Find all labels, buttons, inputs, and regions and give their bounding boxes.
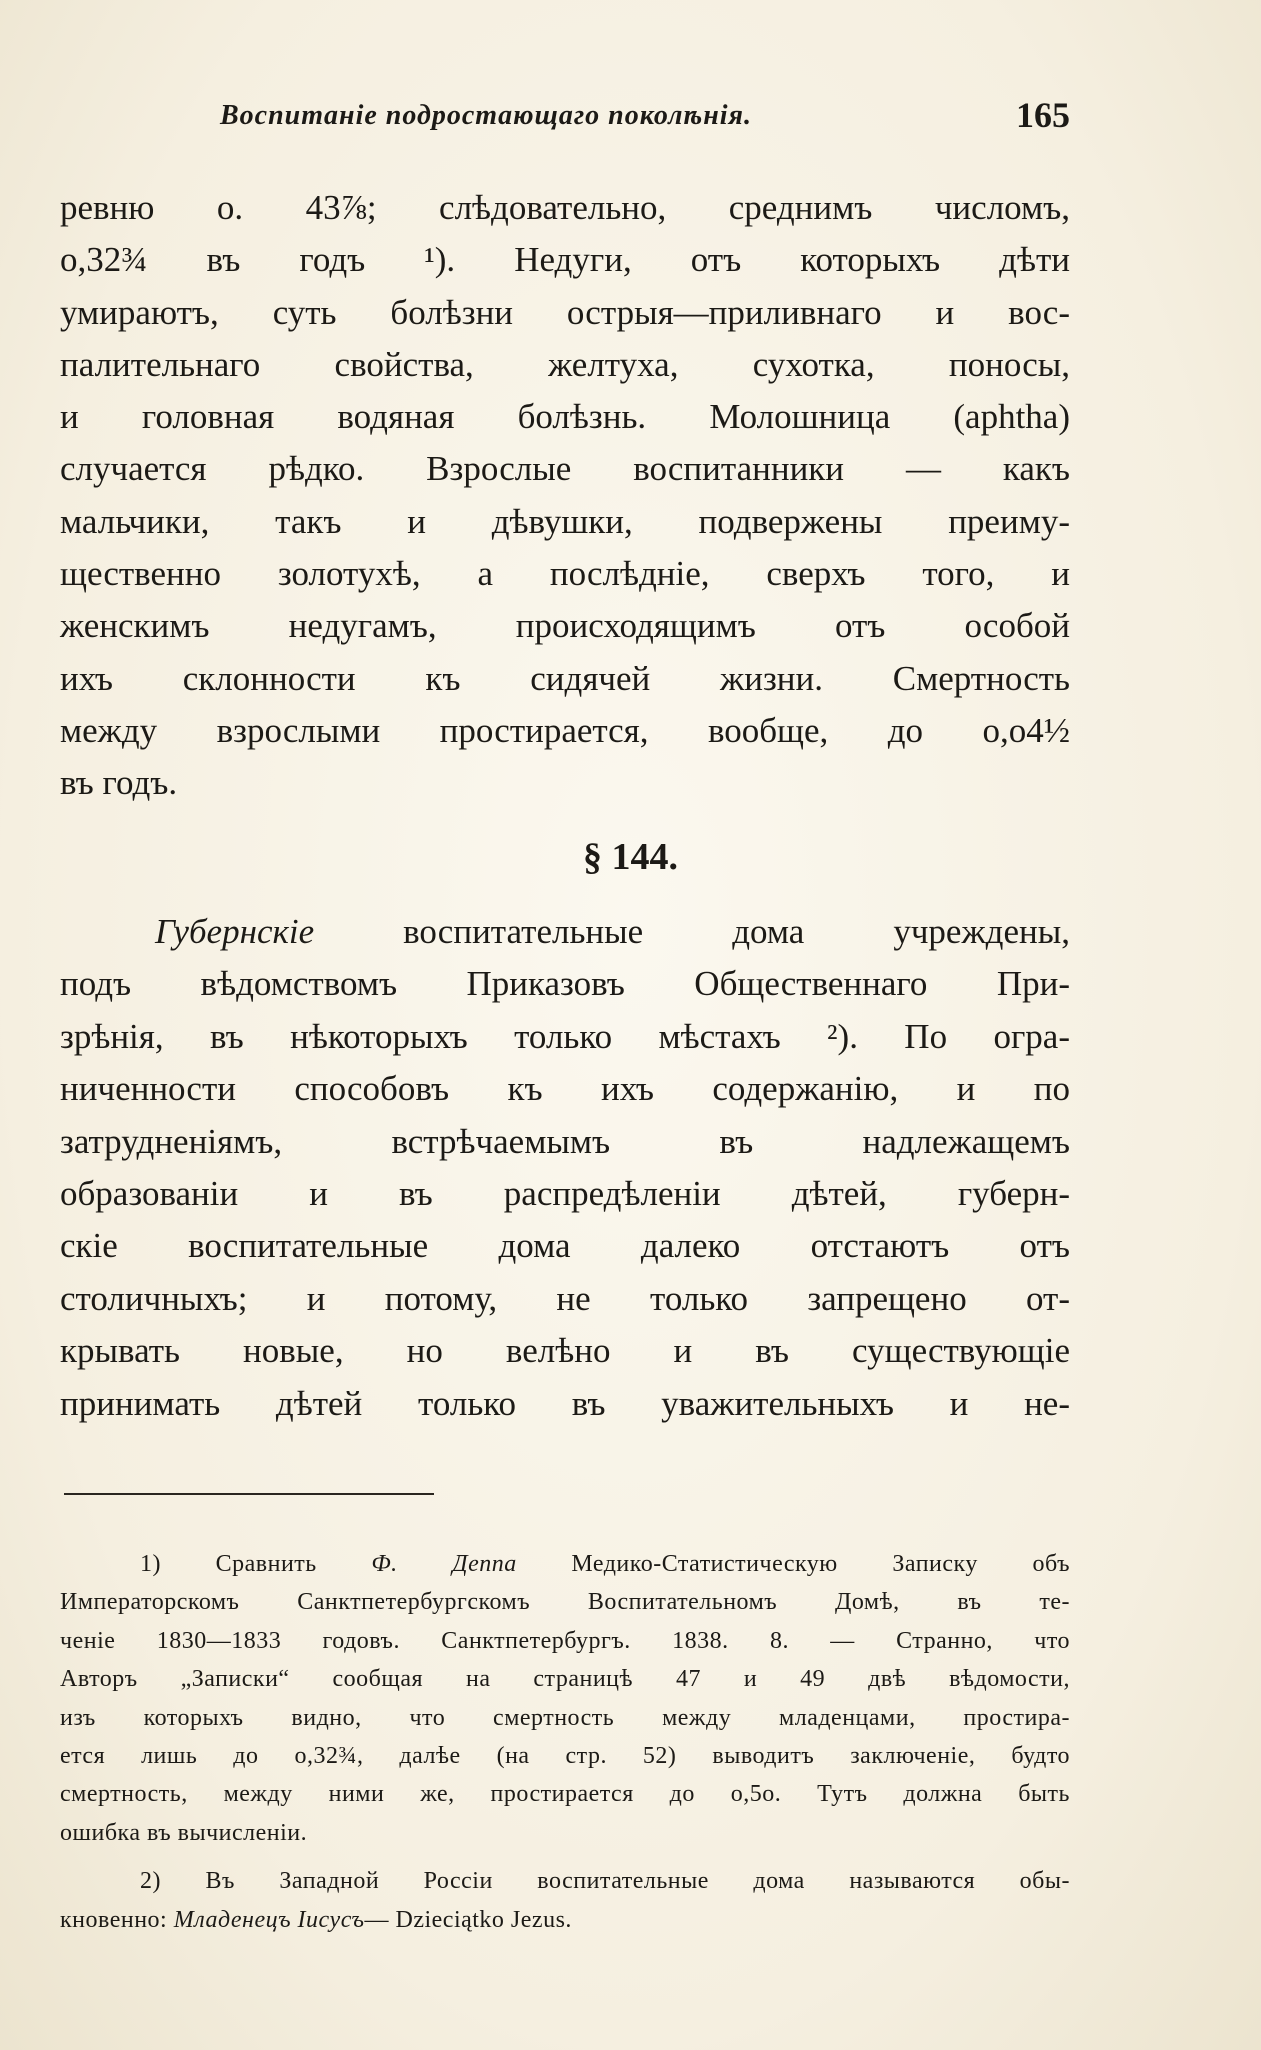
text-span: Медико-Статистическую Записку объ [571,1551,1071,1577]
text-line: между взрослыми простирается, вообще, до о,о4½ [60,710,1070,750]
text-line: умираютъ, суть болѣзни острыя—приливнаго и вос- [60,292,1070,332]
text-line: крывать новые, но велѣно и въ существующіе [60,1331,1070,1371]
page-number: 165 [1016,95,1070,135]
text-line: ихъ склонности къ сидячей жизни. Смертность [60,658,1070,698]
text-line: случается рѣдко. Взрослые воспитанники — какъ [60,449,1070,489]
text-line: мальчики, такъ и дѣвушки, подвержены преиму- [60,501,1070,541]
text-span: — Dzieciątko Jezus. [364,1906,572,1933]
footnote-line: Императорскомъ Санктпетербургскомъ Воспитательномъ Домѣ, въ те- [60,1589,1070,1616]
footnote-line: ется лишь до о,32¾, далѣе (на стр. 52) выводитъ заключеніе, будто [60,1742,1070,1769]
paragraph-1 [60,182,1070,810]
text-line: подъ вѣдомствомъ Приказовъ Общественнаго При- [60,964,1070,1004]
text-line: столичныхъ; и потому, не только запрещено от- [60,1278,1070,1318]
footnote-marker: 1) [140,1551,161,1577]
text-line: и головная водяная болѣзнь. Молошница (aphtha) [60,397,1070,437]
footnote-divider [64,1493,434,1495]
text-line: скіе воспитательные дома далеко отстаютъ отъ [60,1226,1070,1266]
running-title: Воспитаніе подростающаго поколѣнія. [220,100,752,131]
text-line: принимать дѣтей только въ уважительныхъ и не- [60,1383,1070,1423]
text-line: образованіи и въ распредѣленіи дѣтей, губерн- [60,1173,1070,1213]
text-span: Сравнить [215,1551,317,1577]
footnote-line: ошибка въ вычисленіи. [60,1819,308,1846]
footnote-2-second-line [60,1901,1070,1939]
footnote-line: изъ которыхъ видно, что смертность между младенцами, простира- [60,1704,1070,1731]
footnote-line: Авторъ „Записки“ сообщая на страницѣ 47 и 49 двѣ вѣдомости, [60,1666,1070,1693]
footnote-line: ченіе 1830—1833 годовъ. Санктпетербургъ. 1838. 8. — Странно, что [60,1627,1070,1654]
footnote-line: смертность, между ними же, простирается до о,5о. Тутъ должна быть [60,1781,1070,1808]
text-span: кновенно: [60,1906,168,1933]
text-line: ниченности способовъ къ ихъ содержанію, и по [60,1069,1070,1109]
page-header [220,95,1070,150]
footnote-gap [60,1852,1070,1862]
text-span: воспитательные дома учреждены, [403,912,1070,951]
section-heading: § 144. [583,836,678,878]
text-line: щественно золотухѣ, а послѣдніе, сверхъ того, и [60,554,1070,594]
text-line-first [60,906,1070,958]
text-line: палительнаго свойства, желтуха, сухотка, поносы, [60,344,1070,384]
footnote-1-first-line [60,1545,1070,1583]
footnotes [60,1545,1070,1939]
text-line: зрѣнія, въ нѣкоторыхъ только мѣстахъ ²). По огра- [60,1016,1070,1056]
text-line: въ годъ. [60,763,178,803]
paragraph-2 [60,906,1070,1430]
text-span: Въ Западной Россіи воспитательные дома называются обы- [205,1868,1070,1895]
text-line: о,32¾ въ годъ ¹). Недуги, отъ которыхъ дѣти [60,240,1070,280]
text-line: затрудненіямъ, встрѣчаемымъ въ надлежащемъ [60,1121,1070,1161]
italic-term: Младенецъ Iисусъ [173,1906,365,1933]
italic-term: Губернскіе [155,912,315,951]
footnote-marker: 2) [140,1868,161,1895]
author-name: Ф. Деппа [371,1551,517,1577]
text-line: ревню о. 43⅞; слѣдовательно, среднимъ числомъ, [60,188,1070,227]
text-line: женскимъ недугамъ, происходящимъ отъ особой [60,606,1070,646]
footnote-2-first-line [60,1862,1070,1900]
